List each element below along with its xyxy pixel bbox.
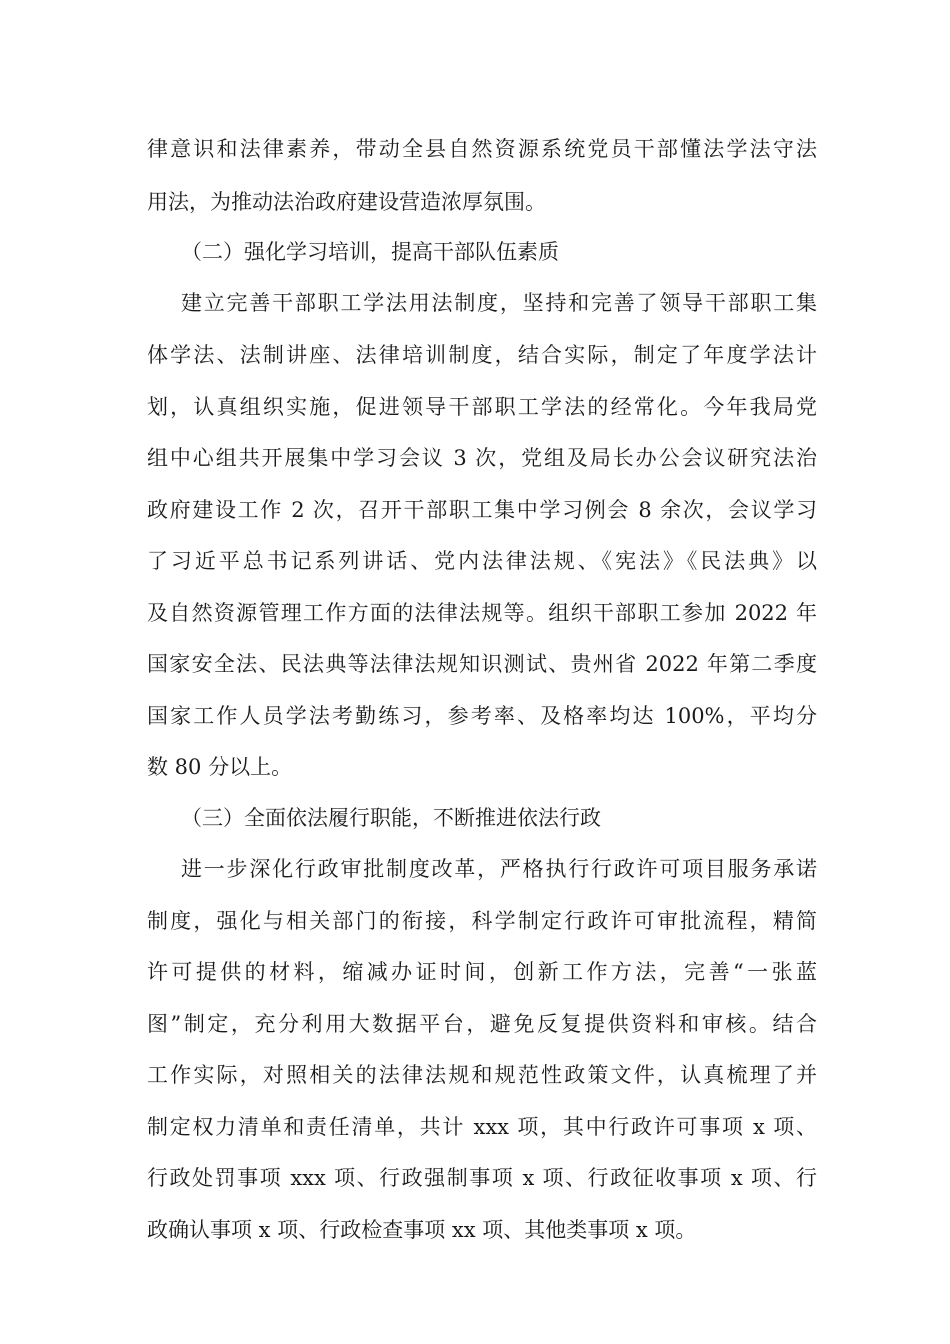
text-line-19: 工作实际，对照相关的法律法规和规范性政策文件，认真梳理了并 bbox=[147, 1063, 817, 1087]
text-line-10: 及自然资源管理工作方面的法律法规等。组织干部职工参加 2022 年 bbox=[147, 601, 817, 625]
text-line-21: 行政处罚事项 xxx 项、行政强制事项 x 项、行政征收事项 x 项、行 bbox=[147, 1166, 817, 1190]
text-line-5: 体学法、法制讲座、法律培训制度，结合实际，制定了年度学法计 bbox=[147, 343, 817, 367]
text-line-2: 用法，为推动法治政府建设营造浓厚氛围。 bbox=[147, 190, 546, 214]
text-line-18: 图”制定，充分利用大数据平台，避免反复提供资料和审核。结合 bbox=[147, 1012, 817, 1036]
text-line-12: 国家工作人员学法考勤练习，参考率、及格率均达 100%，平均分 bbox=[147, 704, 817, 728]
text-line-16: 制度，强化与相关部门的衔接，科学制定行政许可审批流程，精简 bbox=[147, 909, 817, 933]
text-line-15: 进一步深化行政审批制度改革，严格执行行政许可项目服务承诺 bbox=[181, 857, 817, 881]
text-line-6: 划，认真组织实施，促进领导干部职工学法的经常化。今年我局党 bbox=[147, 395, 817, 419]
text-line-1: 律意识和法律素养，带动全县自然资源系统党员干部懂法学法守法 bbox=[147, 137, 817, 161]
section-heading-2: （二）强化学习培训，提高干部队伍素质 bbox=[181, 240, 559, 264]
text-line-22: 政确认事项 x 项、行政检查事项 xx 项、其他类事项 x 项。 bbox=[147, 1218, 697, 1242]
text-line-7: 组中心组共开展集中学习会议 3 次，党组及局长办公会议研究法治 bbox=[147, 446, 817, 470]
text-line-13: 数 80 分以上。 bbox=[147, 755, 293, 779]
text-line-20: 制定权力清单和责任清单，共计 xxx 项，其中行政许可事项 x 项、 bbox=[147, 1115, 817, 1139]
text-line-9: 了习近平总书记系列讲话、党内法律法规、《宪法》《民法典》以 bbox=[147, 549, 817, 573]
section-heading-3: （三）全面依法履行职能，不断推进依法行政 bbox=[181, 806, 601, 830]
text-line-4: 建立完善干部职工学法用法制度，坚持和完善了领导干部职工集 bbox=[181, 291, 817, 315]
text-line-11: 国家安全法、民法典等法律法规知识测试、贵州省 2022 年第二季度 bbox=[147, 652, 817, 676]
text-line-8: 政府建设工作 2 次，召开干部职工集中学习例会 8 余次，会议学习 bbox=[147, 498, 817, 522]
text-line-17: 许可提供的材料，缩减办证时间，创新工作方法，完善“一张蓝 bbox=[147, 960, 817, 984]
